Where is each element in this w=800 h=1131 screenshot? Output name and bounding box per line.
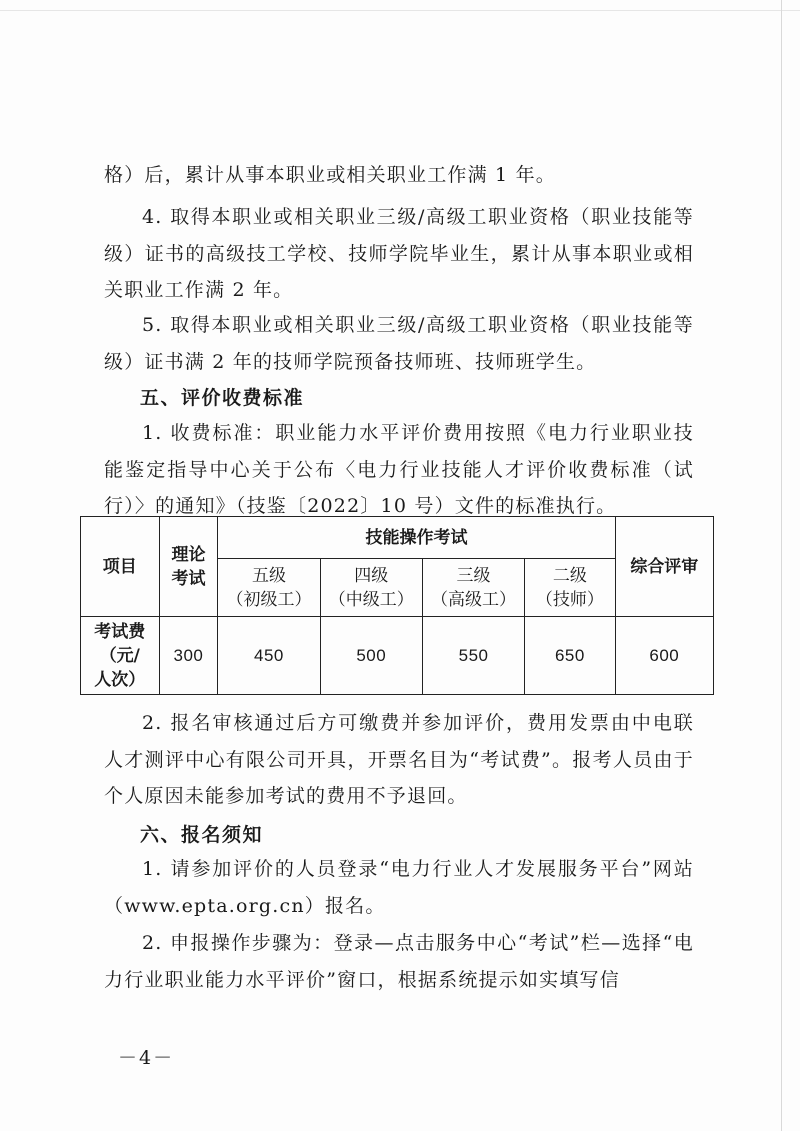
fee-level-4: 500 [320,617,422,695]
row-label-line: 人次） [94,669,146,690]
level-name: 四级 [354,565,389,586]
row-label-line: 考试费 [94,621,146,642]
fee-level-2: 650 [525,617,615,695]
level-name: 二级 [552,565,587,586]
fee-level-3: 550 [422,617,524,695]
level-sub: （高级工） [431,589,517,610]
paragraph-fee-standard: 1. 收费标准：职业能力水平评价费用按照《电力行业职业技能鉴定指导中心关于公布〈电力行业技能人才评价收费标准（试行）〉的通知》（技鉴〔2022〕10 号）文件的标准执行。 [104,422,694,518]
level-sub: （技师） [535,589,604,610]
level-name: 五级 [251,565,286,586]
paragraph-payment: 2. 报名审核通过后方可缴费并参加评价，费用发票由中电联人才测评中心有限公司开具，开票名目为“考试费”。报考人员由于个人原因未能参加考试的费用不予退回。 [104,712,694,808]
level-sub: （中级工） [328,589,414,610]
section-heading-fees: 五、评价收费标准 [140,387,305,409]
paragraph-continuation: 格）后，累计从事本职业或相关职业工作满 1 年。 [104,164,556,186]
page-number: －4－ [118,1047,175,1069]
scan-edge-top [0,10,800,11]
table-header-skill: 技能操作考试 [218,517,615,559]
level-sub: （初级工） [226,589,312,610]
paragraph-item-4: 4. 取得本职业或相关职业三级/高级工职业资格（职业技能等级）证书的高级技工学校、技师学院毕业生，累计从事本职业或相关职业工作满 2 年。 [104,206,694,302]
fee-review: 600 [615,617,713,695]
table-header-level-4 [320,559,422,617]
level-name: 三级 [456,565,491,586]
row-label-line: （元/ [99,645,140,666]
table-header-item: 项目 [81,517,160,617]
paragraph-registration-site: 1. 请参加评价的人员登录“电力行业人才发展服务平台”网站（www.epta.org.cn）报名。 [104,858,694,917]
table-header-level-3 [422,559,524,617]
paragraph-item-5: 5. 取得本职业或相关职业三级/高级工职业资格（职业技能等级）证书满 2 年的技师学院预备技师班、技师班学生。 [104,314,694,373]
paragraph-registration-steps: 2. 申报操作步骤为：登录—点击服务中心“考试”栏—选择“电力行业职业能力水平评价”窗口，根据系统提示如实填写信 [104,932,694,991]
table-header-theory: 理论考试 [159,517,218,617]
fee-table [80,516,714,695]
fee-level-5: 450 [218,617,320,695]
scan-edge-right [781,0,782,1131]
table-row-label [81,617,160,695]
table-header-level-2 [525,559,615,617]
fee-theory: 300 [159,617,218,695]
section-heading-registration: 六、报名须知 [140,824,264,846]
table-header-level-5 [218,559,320,617]
table-header-review: 综合评审 [615,517,713,617]
